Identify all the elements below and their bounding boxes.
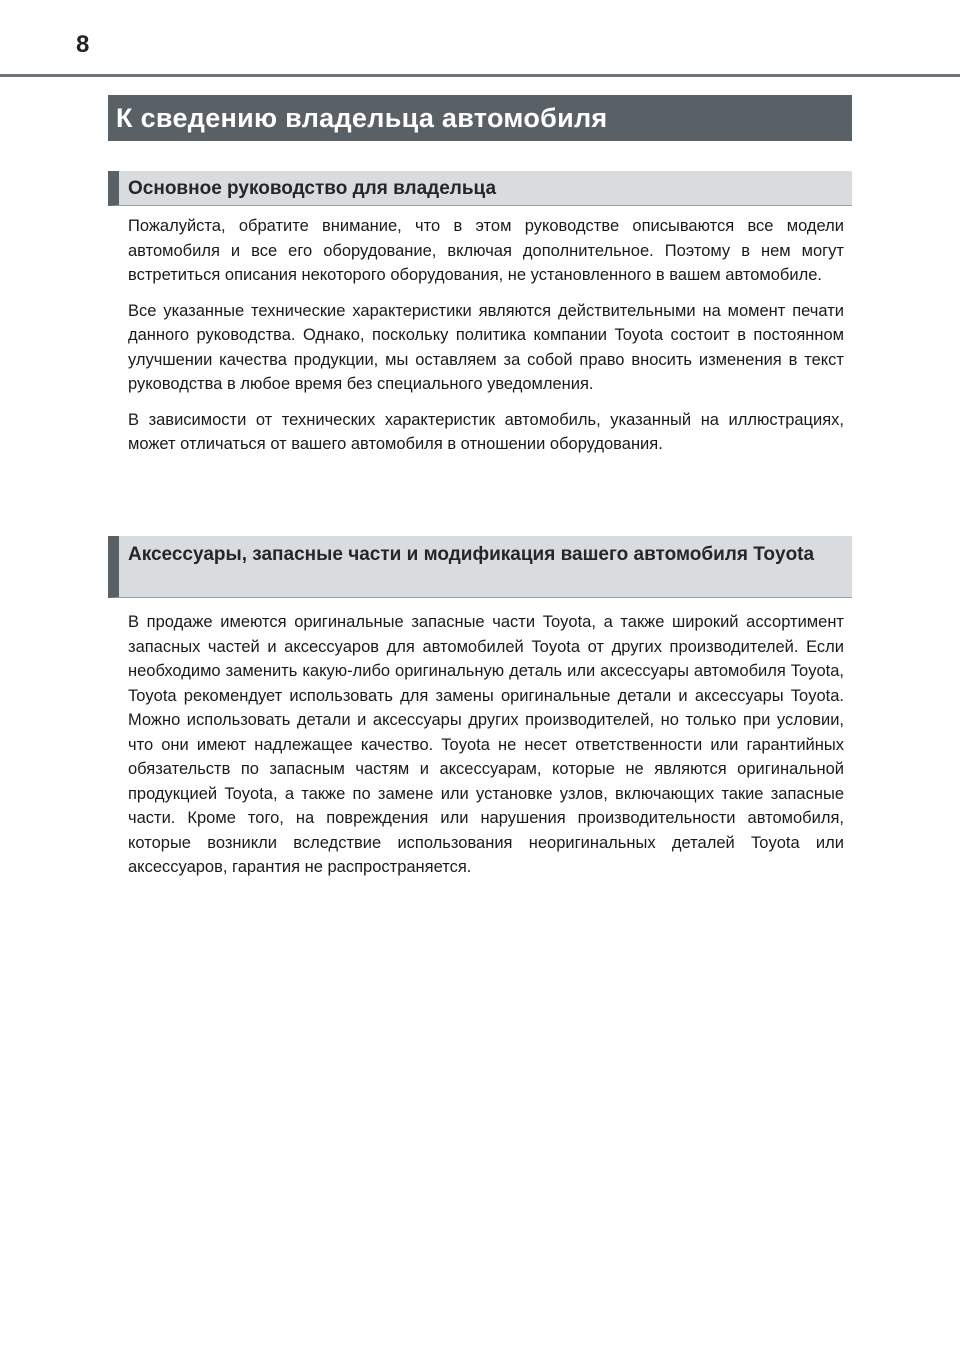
chapter-title: К сведению владельца автомобиля [116,103,608,133]
page-number: 8 [76,31,90,58]
section-body-owners-manual [128,214,844,468]
section-heading-text: Аксессуары, запасные части и модификация вашего автомобиля Toyota [128,544,815,565]
paragraph: В зависимости от технических характеристик автомобиль, указанный на иллюстрациях, может отличаться от вашего автомобиля в отношении оборудования. [128,410,844,453]
section-heading-owners-manual [108,171,852,206]
paragraph: Все указанные технические характеристики являются действительными на момент печати данного руководства. Однако, поскольку политика компании Toyota состоит в постоянном улучшении качества продукции, мы оставляем за собой право вносить изменения в текст руководства в любое время без специального уведомления. [128,301,844,393]
section-body-accessories [128,610,844,891]
header-rule [0,74,960,77]
section-heading-text: Основное руководство для владельца [128,178,497,199]
paragraph: В продаже имеются оригинальные запасные части Toyota, а также широкий ассортимент запасных частей и аксессуаров для автомобилей Toyota от других производителей. Если необходимо заменить какую-либо оригинальную деталь или аксессуары автомобиля Toyota, Toyota рекомендует использовать для замены оригинальные детали и аксессуары Toyota. Можно использовать детали и аксессуары других производителей, но только при условии, что они имеют надлежащее качество. Toyota не несет ответственности или гарантийных обязательств по запасным частям и аксессуарам, которые не являются оригинальной продукцией Toyota, а также по замене или установке узлов, включающих такие запасные части. Кроме того, на повреждения или нарушения производительности автомобиля, которые возникли вследствие использования неоригинальных деталей Toyota или аксессуаров, гарантия не распространяется. [128,613,844,876]
paragraph: Пожалуйста, обратите внимание, что в этом руководстве описываются все модели автомобиля и все его оборудование, включая дополнительное. Поэтому в нем могут встретиться описания некоторого оборудования, не установленного в вашем автомобиле. [128,217,844,284]
section-heading-accessories [108,536,852,598]
chapter-title-bar [108,95,852,141]
